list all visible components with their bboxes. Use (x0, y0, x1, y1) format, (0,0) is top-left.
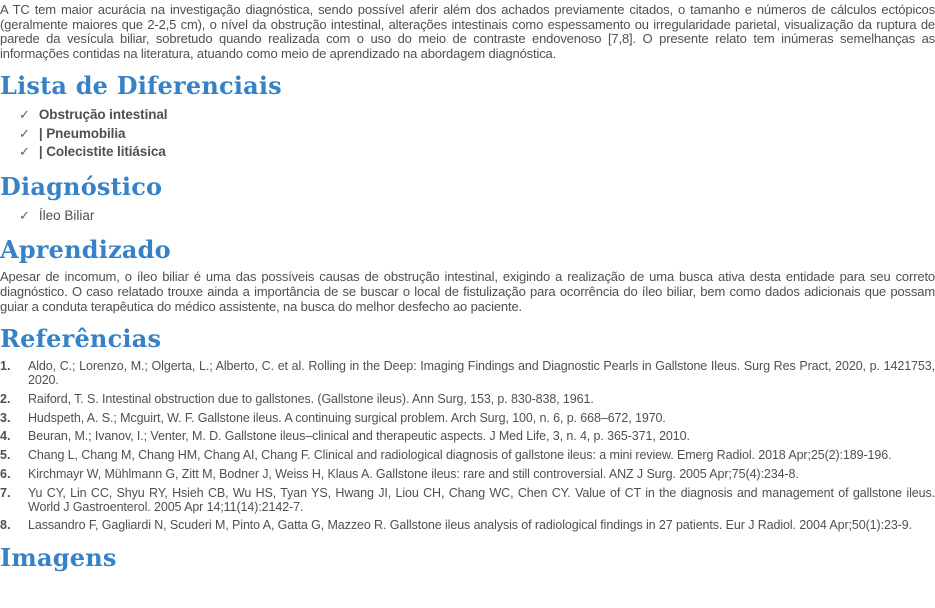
differential-item-label: | Pneumobilia (38, 125, 126, 141)
differential-list (0, 106, 935, 162)
reference-text: Lassandro F, Gagliardi N, Scuderi M, Pinto A, Gatta G, Mazzeo R. Gallstone ileus analysis of radiological findings in 27 patients. Eur J Radiol. 2004 Apr;50(1):23-9. (28, 518, 912, 533)
reference-item (0, 486, 935, 514)
reference-number: 6. (0, 466, 11, 481)
case-report-page (0, 3, 935, 571)
reference-item (0, 518, 935, 532)
reference-text: Raiford, T. S. Intestinal obstruction due to gallstones. (Gallstone ileus). Ann Surg, 153, p. 830-838, 1961. (28, 392, 594, 407)
check-icon: ✓ (19, 125, 30, 141)
reference-item (0, 429, 935, 443)
differential-item (0, 106, 935, 125)
differential-item (0, 125, 935, 144)
references-list (0, 359, 935, 533)
check-icon: ✓ (19, 207, 30, 223)
differential-item (0, 143, 935, 162)
reference-number: 2. (0, 392, 11, 407)
reference-text: Chang L, Chang M, Chang HM, Chang AI, Chang F. Clinical and radiological diagnosis of gallstone ileus: a mini review. Emerg Radiol. 2018 Apr;25(2):189-196. (28, 448, 892, 463)
reference-text: Hudspeth, A. S.; Mcguirt, W. F. Gallstone ileus. A continuing surgical problem. Arch Surg, 100, n. 6, p. 668–672, 1970. (28, 410, 666, 425)
section-heading-aprendizado: Aprendizado (0, 235, 171, 265)
differential-item-label: | Colecistite litiásica (38, 144, 166, 160)
section-heading-diagnostico: Diagnóstico (0, 171, 163, 201)
reference-text: Beuran, M.; Ivanov, I.; Venter, M. D. Gallstone ileus–clinical and therapeutic aspects. J Med Life, 3, n. 4, p. 365-371, 2010. (28, 429, 690, 444)
aprendizado-paragraph: Apesar de incomum, o íleo biliar é uma das possíveis causas de obstrução intestinal, exigindo a realização de uma busca ativa desta entidade para seu correto diagnóstico. O caso relatado trouxe ainda a importância de se buscar o local de fistulização para ocorrência do íleo biliar, bem como dados adicionais que possam guiar a conduta terapêutica do médico assistente, na busca do melhor desfecho ao paciente. (0, 269, 935, 314)
check-icon: ✓ (19, 144, 30, 160)
reference-number: 7. (0, 485, 11, 500)
check-icon: ✓ (19, 107, 30, 123)
differential-item-label: Obstrução intestinal (38, 107, 168, 123)
reference-item (0, 467, 935, 481)
reference-text: Yu CY, Lin CC, Shyu RY, Hsieh CB, Wu HS, Tyan YS, Hwang JI, Liou CH, Chang WC, Chen CY. Value of CT in the diagnosis and management of gallstone ileus. World J Gastroenterol. 2005 Apr 14;11(14):2142-7. (28, 485, 935, 514)
reference-number: 5. (0, 448, 11, 463)
reference-number: 8. (0, 518, 11, 533)
reference-text: Kirchmayr W, Mühlmann G, Zitt M, Bodner J, Weiss H, Klaus A. Gallstone ileus: rare and still controversial. ANZ J Surg. 2005 Apr;75(4):234-8. (28, 466, 799, 481)
section-heading-diferenciais: Lista de Diferenciais (0, 71, 282, 101)
diagnosis-list (0, 207, 935, 226)
reference-number: 4. (0, 429, 11, 444)
reference-number: 3. (0, 410, 11, 425)
reference-item (0, 448, 935, 462)
reference-text: Aldo, C.; Lorenzo, M.; Olgerta, L.; Alberto, C. et al. Rolling in the Deep: Imaging Findings and Diagnostic Pearls in Gallstone Ileus. Surg Res Pract, 2020, p. 1421753, 2020. (28, 359, 935, 388)
diagnosis-item-label: Íleo Biliar (38, 207, 95, 223)
reference-item (0, 392, 935, 406)
intro-paragraph: A TC tem maior acurácia na investigação diagnóstica, sendo possível aferir além dos achados previamente citados, o tamanho e números de cálculos ectópicos (geralmente maiores que 2-2,5 cm), o nível da obstrução intestinal, alterações intestinais como espessamento ou irregularidade parietal, visualização da ruptura de parede da vesícula biliar, sobretudo quando realizada com o uso do meio de contraste endovenoso [7,8]. O presente relato tem inúmeras semelhanças as informações contidas na literatura, atuando como meio de aprendizado na abordagem diagnóstica. (0, 2, 935, 61)
section-heading-imagens: Imagens (0, 542, 117, 572)
section-heading-referencias: Referências (0, 324, 162, 354)
diagnosis-item (0, 207, 935, 226)
reference-number: 1. (0, 359, 11, 374)
reference-item (0, 411, 935, 425)
reference-item (0, 359, 935, 387)
